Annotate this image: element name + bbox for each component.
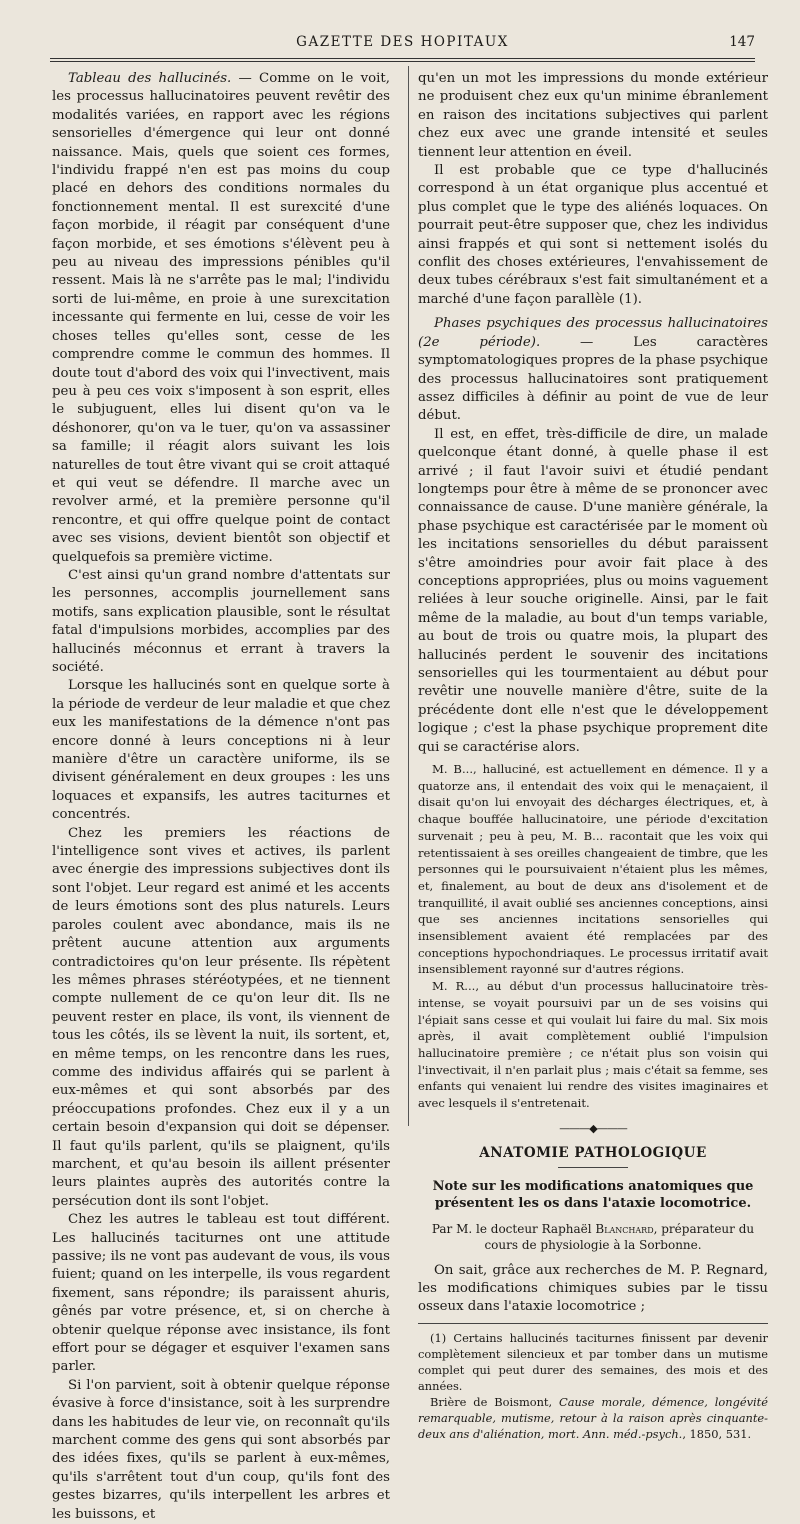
paragraph: Phases psychiques des processus hallucinatoires (2e période). — Les caractères symptomatologiques propres de la phase psychique des processus hallucinatoires sont pratiquement assez difficiles à définir au point de vue de leur début. [418, 316, 768, 424]
footnote-rule [418, 1323, 768, 1324]
journal-title: GAZETTE DES HOPITAUX [296, 34, 509, 50]
section-ornament: ———◆——— [559, 1121, 627, 1135]
article-byline: Par M. le docteur Raphaël Blanchard, préparateur du cours de physiologie à la Sorbonne. [431, 1221, 755, 1253]
paragraph: Si l'on parvient, soit à obtenir quelque réponse évasive à force d'insistance, soit à les surprendre dans les habitudes de leur vie, on reconnaît qu'ils marchent comme des gens qui sont absorbés par des idées fixes, qu'ils se parlent à eux-mêmes, qu'ils s'arrêtent tout d'un coup, qu'ils font des gestes bizarres, qu'ils interpellent les arbres et les buissons, et [52, 1377, 390, 1522]
paragraph: Il est, en effet, très-difficile de dire, un malade quelconque étant donné, à quelle phase il est arrivé ; il faut l'avoir suivi et étudié pendant longtemps pour être à même de se prononcer avec connaissance de cause. D'une manière générale, la phase psychique est caractérisée par le moment où les incitations sensorielles du début paraissent s'être amoindries pour avoir fait place à des conceptions appropriées, plus ou moins vaguement reliées à leur souche originelle. Ainsi, par le fait même de la maladie, au bout d'un temps variable, au bout de trois ou quatre mois, la plupart des hallucinés perdent le souvenir des incitations sensorielles qui les tourmentaient au début pour revêtir une nouvelle manière d'être, suite de la précédente dont elle n'est que le développement logique ; c'est la phase psychique proprement dite qui se caractérise alors. [418, 426, 768, 755]
paragraph: Chez les autres le tableau est tout différent. Les hallucinés taciturnes ont une attitude passive; ils ne vont pas audevant de vous, ils vous fuient; quand on les interpelle, ils vous regardent fixement, sans répondre; ils paraissent ahuris, gênés par votre présence, et, si on cherche à obtenir quelque réponse avec insistance, ils font effort pour se dégager et esquiver l'examen sans parler. [52, 1212, 390, 1375]
section-rule [558, 1167, 628, 1168]
paragraph: Lorsque les hallucinés sont en quelque sorte à la période de verdeur de leur maladie et que chez eux les manifestations de la démence n'ont pas encore donné à leurs conceptions ni à leur manière d'être un caractère uniforme, ils se divisent généralement en deux groupes : les uns loquaces et expansifs, les autres taciturnes et concentrés. [52, 678, 390, 823]
author-name: Blanchard [595, 1221, 654, 1236]
footnotes [418, 1330, 768, 1442]
run-in-heading: Tableau des hallucinés. [68, 71, 232, 86]
right-column [418, 70, 768, 1442]
case-report: M. R..., au début d'un processus hallucinatoire très-intense, se voyait poursuivi par un de ses voisins qui l'épiait sans cesse et qui voulait lui faire du mal. Six mois après, il avait complètement oublié l'impulsion hallucinatoire première ; ce n'était plus son voisin qui l'invectivait, il n'en parlait plus ; mais c'était sa femme, ses enfants qui venaient lui rendre des visites imaginaires et avec lesquels il s'entretenait. [418, 979, 768, 1111]
article-title: Note sur les modifications anatomiques que présentent les os dans l'ataxie locomotrice. [432, 1178, 754, 1212]
paragraph: Tableau des hallucinés. — Comme on le voit, les processus hallucinatoires peuvent revêtir des modalités variées, en rapport avec les régions sensorielles d'émergence qui leur ont donné naissance. Mais, quels que soient ces formes, l'individu frappé n'en est pas moins du coup placé en dehors des conditions normales du fonctionnement mental. Il est surexcité d'une façon morbide, il réagit par conséquent d'une façon morbide, et ses émotions s'élèvent peu à peu au niveau des impressions pénibles qu'il ressent. Mais là ne s'arrête pas le mal; l'individu sorti de lui-même, en proie à une surexcitation incessante qui fermente en lui, cesse de voir les choses telles qu'elles sont, cesse de les comprendre comme le commun des hommes. Il doute tout d'abord des voix qui l'invectivent, mais peu à peu ces voix s'imposent à son esprit, elles le subjuguent, elles lui disent qu'on va le déshonorer, qu'on va le tuer, qu'on va assassiner sa famille; il réagit alors suivant les lois naturelles de tout être vivant qui se croit attaqué et qui veut se défendre. Il marche avec un revolver armé, et la première personne qu'il rencontre, et qui offre quelque point de contact avec ses visions, devient bientôt son objectif et quelquefois sa première victime. [52, 71, 390, 565]
header-rule-double [50, 61, 755, 62]
paragraph: Il est probable que ce type d'hallucinés correspond à un état organique plus accentué et plus complet que le type des aliénés loquaces. On pourrait peut-être supposer que, chez les individus ainsi frappés et qui sont si nettement isolés du conflit des choses extérieures, l'envahissement de deux tubes cérébraux s'est fait simultanément et a marché d'une façon parallèle (1). [418, 163, 768, 307]
left-column [52, 70, 390, 1524]
paragraph: qu'en un mot les impressions du monde extérieur ne produisent chez eux qu'un minime ébranlement en raison des incitations subjectives qui parlent chez eux avec une grande intensité et seules tiennent leur attention en éveil. [418, 71, 768, 160]
column-divider [408, 66, 409, 1126]
header-rule [50, 58, 755, 59]
run-in-heading: Phases psychiques des processus hallucinatoires [434, 316, 768, 332]
paragraph: C'est ainsi qu'un grand nombre d'attentats sur les personnes, accomplis journellement sans motifs, sans explication plausible, sont le résultat fatal d'impulsions morbides, accomplies par des hallucinés méconnus et errant à travers la société. [52, 567, 390, 675]
running-header [50, 34, 755, 54]
footnote: (1) Certains hallucinés taciturnes finissent par devenir complètement silencieux et par tomber dans un mutisme complet qui peut durer des semaines, des mois et des années. [418, 1330, 768, 1393]
case-report: M. B..., halluciné, est actuellement en démence. Il y a quatorze ans, il entendait des voix qui le menaçaient, il disait qu'on lui envoyait des décharges électriques, et, à chaque bouffée hallucinatoire, une période d'excitation survenait ; peu à peu, M. B... racontait que les voix qui retentissaient à ses oreilles changeaient de timbre, que les personnes qui le poursuivaient n'étaient plus les mêmes, et, finalement, au bout de deux ans d'isolement et de tranquillité, il avait oublié ses anciennes conceptions, ainsi que ses anciennes incitations sensorielles qui insensiblement avaient été remplacées par des conceptions hypochondriaques. Le processus irritatif avait insensiblement rayonné sur d'autres régions. [418, 762, 768, 977]
page-number: 147 [729, 34, 755, 50]
paragraph: Chez les premiers les réactions de l'intelligence sont vives et actives, ils parlent avec énergie des impressions subjectives dont ils sont l'objet. Leur regard est animé et les accents de leurs émotions sont des plus naturels. Leurs paroles coulent avec abondance, mais ils ne prêtent aucune attention aux arguments contradictoires qu'on leur présente. Ils répètent les mêmes phrases stéréotypées, et ne tiennent compte nullement de ce qu'on leur dit. Ils ne peuvent rester en place, ils vont, ils viennent de tous les côtés, ils se lèvent la nuit, ils sortent, et, en même temps, on les rencontre dans les rues, comme des individus affairés qui se parlent à eux-mêmes et qui sont absorbés par des préoccupations profondes. Chez eux il y a un certain besoin d'expansion qui doit se dépenser. Il faut qu'ils parlent, qu'ils se plaignent, qu'ils marchent, et qu'au besoin ils aillent présenter leurs plaintes auprès des autorités contre la persécution dont ils sont l'objet. [52, 825, 390, 1209]
paragraph: On sait, grâce aux recherches de M. P. Regnard, les modifications chimiques subies par le tissu osseux dans l'ataxie locomotrice ; [418, 1262, 768, 1315]
case-reports [418, 761, 768, 1112]
footnote: Brière de Boismont, Cause morale, démence, longévité remarquable, mutisme, retour à la raison après cinquante-deux ans d'aliénation, mort. Ann. méd.-psych., 1850, 531. [418, 1394, 768, 1441]
section-title: ANATOMIE PATHOLOGIQUE [479, 1145, 707, 1162]
